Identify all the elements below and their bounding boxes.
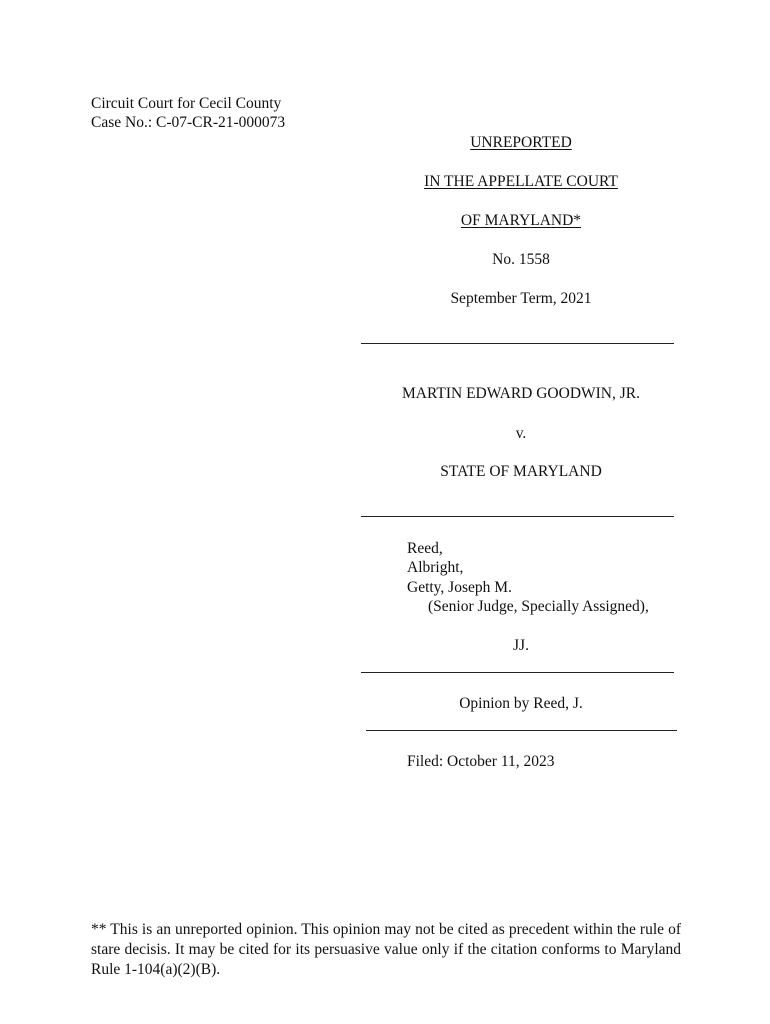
footnote: ** This is an unreported opinion. This opinion may not be cited as precedent within the rule of stare decisis. It may be cited for its persuasive value only if the citation conforms to Maryland Rule 1-104(a)(2)(B).: [91, 921, 681, 978]
judge-name: Getty, Joseph M.: [407, 579, 512, 596]
docket-number: No. 1558: [492, 251, 550, 268]
judge-name: Albright,: [407, 559, 464, 576]
appellant-name: MARTIN EDWARD GOODWIN, JR.: [401, 385, 640, 402]
divider: [361, 672, 674, 673]
appellee-name: STATE OF MARYLAND: [440, 463, 602, 480]
term: September Term, 2021: [450, 290, 592, 307]
filed-date: Filed: October 11, 2023: [407, 753, 555, 770]
case-number: Case No.: C-07-CR-21-000073: [91, 114, 286, 131]
appellate-court-line2: OF MARYLAND*: [460, 212, 582, 229]
versus: v.: [515, 425, 527, 442]
judge-name: Reed,: [407, 540, 443, 557]
opinion-author: Opinion by Reed, J.: [459, 695, 583, 712]
judge-assignment-note: (Senior Judge, Specially Assigned),: [428, 598, 649, 615]
appellate-court-line1: IN THE APPELLATE COURT: [424, 173, 618, 190]
court-name: Circuit Court for Cecil County: [91, 95, 282, 112]
divider: [366, 730, 677, 731]
unreported-label: UNREPORTED: [470, 134, 572, 151]
judges-suffix: JJ.: [513, 637, 529, 654]
divider: [361, 516, 674, 517]
divider: [361, 343, 674, 344]
